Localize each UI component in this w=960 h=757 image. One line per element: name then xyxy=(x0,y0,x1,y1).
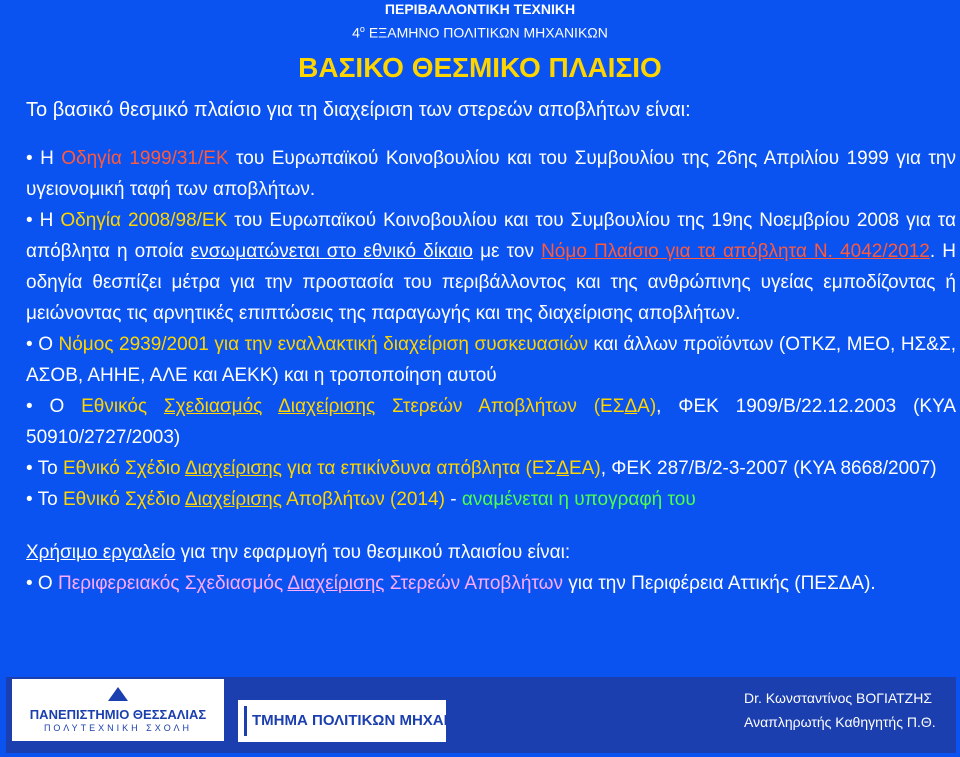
list-item-esda: • Ο Εθνικός Σχεδιασμός Διαχείρισης Στερεών Αποβλήτων (ΕΣΔΑ), ΦΕΚ 1909/Β/22.12.2003 (ΚΥΑ 50910/2727/2003) xyxy=(26,396,957,448)
directive-1999-link: Οδηγία 1999/31/ΕΚ xyxy=(61,148,229,169)
bullet: • xyxy=(26,148,33,169)
law-4042-link: Νόμο Πλαίσιο για τα απόβλητα Ν. 4042/2012 xyxy=(541,241,930,262)
course-title: ΠΕΡΙΒΑΛΛΟΝΤΙΚΗ ΤΕΧΝΙΚΗ xyxy=(384,1,576,17)
tool-intro: Χρήσιμο εργαλείο για την εφαρμογή του θεσμικού πλαισίου είναι: xyxy=(26,542,571,563)
university-logo xyxy=(12,679,224,741)
author-name: Dr. Κωνσταντίνος ΒΟΓΙΑΤΖΗΣ xyxy=(744,690,933,706)
logo-mark-icon xyxy=(108,687,128,701)
list-item-national-plan-2014: • Το Εθνικό Σχέδιο Διαχείρισης Αποβλήτων (2014) - αναμένεται η υπογραφή του xyxy=(26,489,696,510)
content-body xyxy=(26,143,956,599)
pending-signature-status: αναμένεται η υπογραφή του xyxy=(461,489,696,510)
department-divider xyxy=(244,706,247,736)
directive-2008-link: Οδηγία 2008/98/ΕΚ xyxy=(60,210,228,231)
list-item-law-2939: • Ο Νόμος 2939/2001 για την εναλλακτική διαχείριση συσκευασιών και άλλων προϊόντων (ΟΤΚΖ, ΜΕΟ, ΗΣ&Σ, ΑΣΟΒ, ΑΗΗΕ, ΑΛΕ και ΑΕΚΚ) και η τροποποίηση αυτού xyxy=(26,334,956,386)
list-item-esdea: • Το Εθνικό Σχέδιο Διαχείρισης για τα επικίνδυνα απόβλητα (ΕΣΔΕΑ), ΦΕΚ 287/Β/2-3-2007 (ΚΥΑ 8668/2007) xyxy=(26,458,937,479)
bullet: • xyxy=(26,396,33,417)
bullet: • xyxy=(26,334,33,355)
department-logo xyxy=(238,700,493,742)
bullet: • xyxy=(26,489,33,510)
law-2939-highlight: Νόμος 2939/2001 για την εναλλακτική διαχείριση συσκευασιών xyxy=(58,334,588,355)
list-item-pesda: • Ο Περιφερειακός Σχεδιασμός Διαχείρισης Στερεών Αποβλήτων για την Περιφέρεια Αττικής (ΠΕΣΔΑ). xyxy=(26,573,876,594)
author-role: Αναπληρωτής Καθηγητής Π.Θ. xyxy=(744,714,936,730)
bullet: • xyxy=(26,458,33,479)
intro-text: Το βασικό θεσμικό πλαίσιο για τη διαχείριση των στερεών αποβλήτων είναι: xyxy=(26,99,691,121)
spacer xyxy=(26,515,956,537)
bullet: • xyxy=(26,210,33,231)
department-name: ΤΜΗΜΑ ΠΟΛΙΤΙΚΩΝ ΜΗΧΑΝΙΚΩΝ xyxy=(252,712,493,729)
course-semester: $4^o$ ΕΞΑΜΗΝΟ ΠΟΛΙΤΙΚΩΝ ΜΗΧΑΝΙΚΩΝ xyxy=(352,24,608,41)
list-item-directive-2008: • Η Οδηγία 2008/98/ΕΚ του Ευρωπαϊκού Κοινοβουλίου και του Συμβουλίου της 19ης Νοεμβρίου 2008 για τα απόβλητα η οποία ενσωματώνεται στο εθνικό δίκαιο με τον Νόμο Πλαίσιο για τα απόβλητα Ν. 4042/2012. Η οδηγία θεσπίζει μέτρα για την προστασία του περιβάλλοντος και της ανθρώπινης υγείας εμποδίζοντας ή μειώνοντας τις αρνητικές επιπτώσεις της παραγωγής και της διαχείρισης αποβλήτων. xyxy=(26,210,957,324)
list-item-directive-1999: • Η Οδηγία 1999/31/ΕΚ του Ευρωπαϊκού Κοινοβουλίου και του Συμβουλίου της 26ης Απριλίου 1999 για την υγειονομική ταφή των αποβλήτων. xyxy=(26,148,956,200)
national-law-note: ενσωματώνεται στο εθνικό δίκαιο xyxy=(190,241,473,262)
slide-title: ΒΑΣΙΚΟ ΘΕΣΜΙΚΟ ΠΛΑΙΣΙΟ xyxy=(298,52,662,83)
school-name: ΠΟΛΥΤΕΧΝΙΚΗ ΣΧΟΛΗ xyxy=(43,723,193,733)
bullet: • xyxy=(26,573,33,594)
university-name: ΠΑΝΕΠΙΣΤΗΜΙΟ ΘΕΣΣΑΛΙΑΣ xyxy=(29,707,207,722)
